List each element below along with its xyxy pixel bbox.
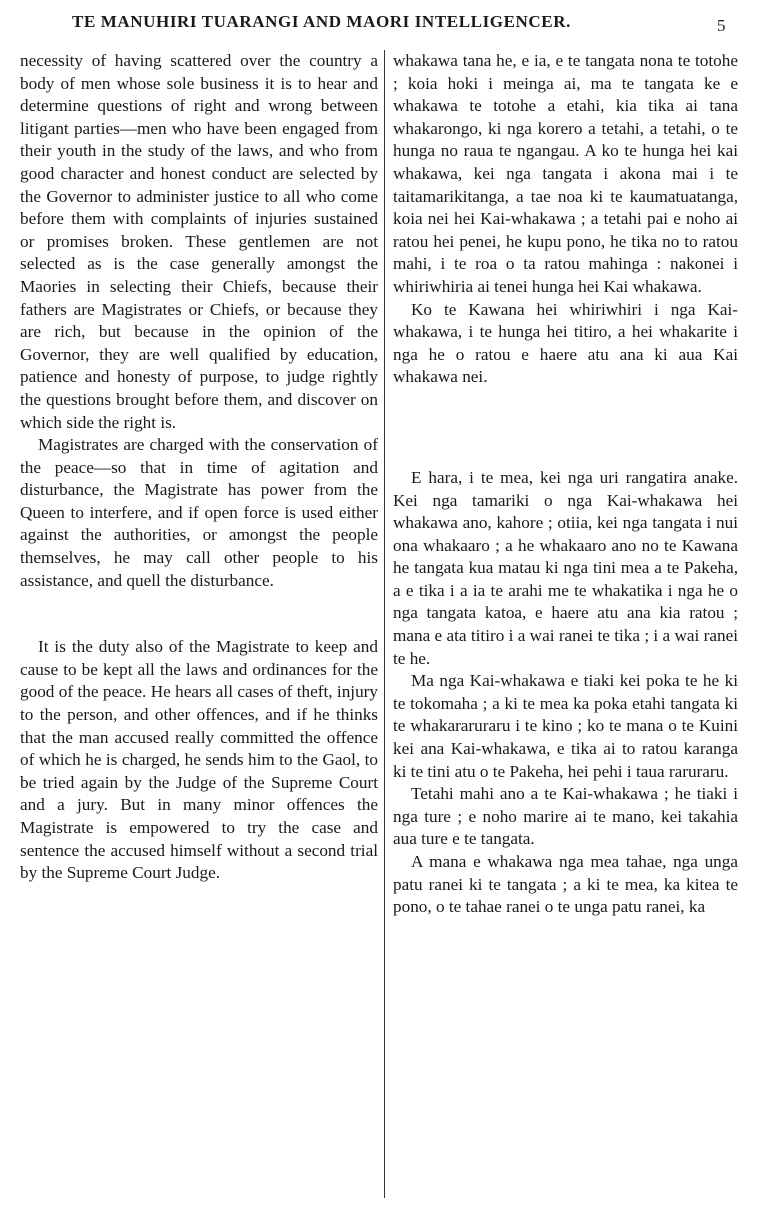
english-paragraph-2: Magistrates are charged with the conservation of the peace—so that in time of agitation and disturbance, the Magistrate has power from the Queen to interfere, and if open force is used either against the authorities, or amongst the people themselves, he may call other people to his assistance, and quell the disturbance.: [20, 435, 378, 590]
english-column: [20, 50, 378, 885]
maori-paragraph-4: Ma nga Kai-whakawa e tiaki kei poka te he ki te tokomaha ; a ki te mea ka poka etahi tangata ki te whakararuraru i te kino ; ko te mana o te Kuini kei ana Kai-whakawa, e tika ai to ratou karanga ki te tini atu o te Pakeha, hei pehi i taua raruraru.: [393, 671, 738, 781]
page-number: 5: [717, 16, 726, 35]
english-paragraph-3: It is the duty also of the Magistrate to keep and cause to be kept all the laws and ordinances for the good of the peace. He hears all cases of theft, injury to the person, and other offences, and if he thinks that the man accused really committed the offence of which he is charged, he sends him to the Gaol, to be tried again by the Judge of the Supreme Court and a jury. But in many minor offences the Magistrate is empowered to try the case and sentence the accused himself without a second trial by the Supreme Court Judge.: [20, 637, 378, 883]
maori-paragraph-6: A mana e whakawa nga mea tahae, nga unga patu ranei ki te tangata ; a ki te mea, ka kitea te pono, o te tahae ranei o te unga patu ranei, ka: [393, 852, 738, 917]
newspaper-title: TE MANUHIRI TUARANGI AND MAORI INTELLIGENCER.: [72, 12, 571, 31]
maori-column: [393, 50, 738, 919]
page-header: [0, 12, 760, 40]
maori-paragraph-5: Tetahi mahi ano a te Kai-whakawa ; he tiaki i nga ture ; e noho marire ai te mano, kei takahia aua ture e te tangata.: [393, 784, 738, 849]
maori-paragraph-3: E hara, i te mea, kei nga uri rangatira anake. Kei nga tamariki o nga Kai-whakawa hei whakawa ano, kahore ; otiia, kei nga tangata i nui ona whakaaro ; a he whakaaro ano no te Kawana he tangata kua matau ki nga tini mea a te Pakeha, a e tika i a ia te arahi me te whakatika i nga he o nga tangata katoa, e haere atu ana kia ratou ; mana e ata titiro i a wai ranei te tika ; i a wai ranei te he.: [393, 467, 738, 668]
maori-paragraph-1: whakawa tana he, e ia, e te tangata nona te totohe ; koia hoki i meinga ai, ma te tangata ke e whakawa te totohe a etahi, kia tika ai tana whakarongo, ki nga korero a tetahi, a tetahi, o te hunga no raua te ngangau. A ko te hunga hei kai whakawa, kei nga tangata i akona mai i te taitamarikitanga, a tae noa ki te kaumatuatanga, koia nei hei Kai-whakawa ; a tetahi pai e noho ai ratou hei penei, he kupu pono, he tika no to ratou mahi, i te roa o ta ratou mahinga : nakonei i whiriwhiria ai tenei hunga hei Kai whakawa.: [393, 51, 738, 296]
column-divider: [384, 50, 385, 1198]
maori-paragraph-2: Ko te Kawana hei whiriwhiri i nga Kai-whakawa, i te hunga hei titiro, a hei whakarite i nga he o ratou e haere atu ana ki aua Kai whakawa nei.: [393, 299, 738, 387]
english-paragraph-1: necessity of having scattered over the country a body of men whose sole business it is to hear and determine questions of right and wrong between litigant parties—men who have been engaged from their youth in the study of the laws, and who from good character and honest conduct are selected by the Governor to administer justice to all who come before them with complaints of injuries sustained or promises broken. These gentlemen are not selected as is the case generally amongst the Maories in selecting their Chiefs, because their fathers are Magistrates or Chiefs, or because they are rich, but because in the opinion of the Governor, they are well qualified by education, patience and honesty of purpose, to judge rightly the questions brought before them, and discover on which side the right is.: [20, 51, 378, 432]
